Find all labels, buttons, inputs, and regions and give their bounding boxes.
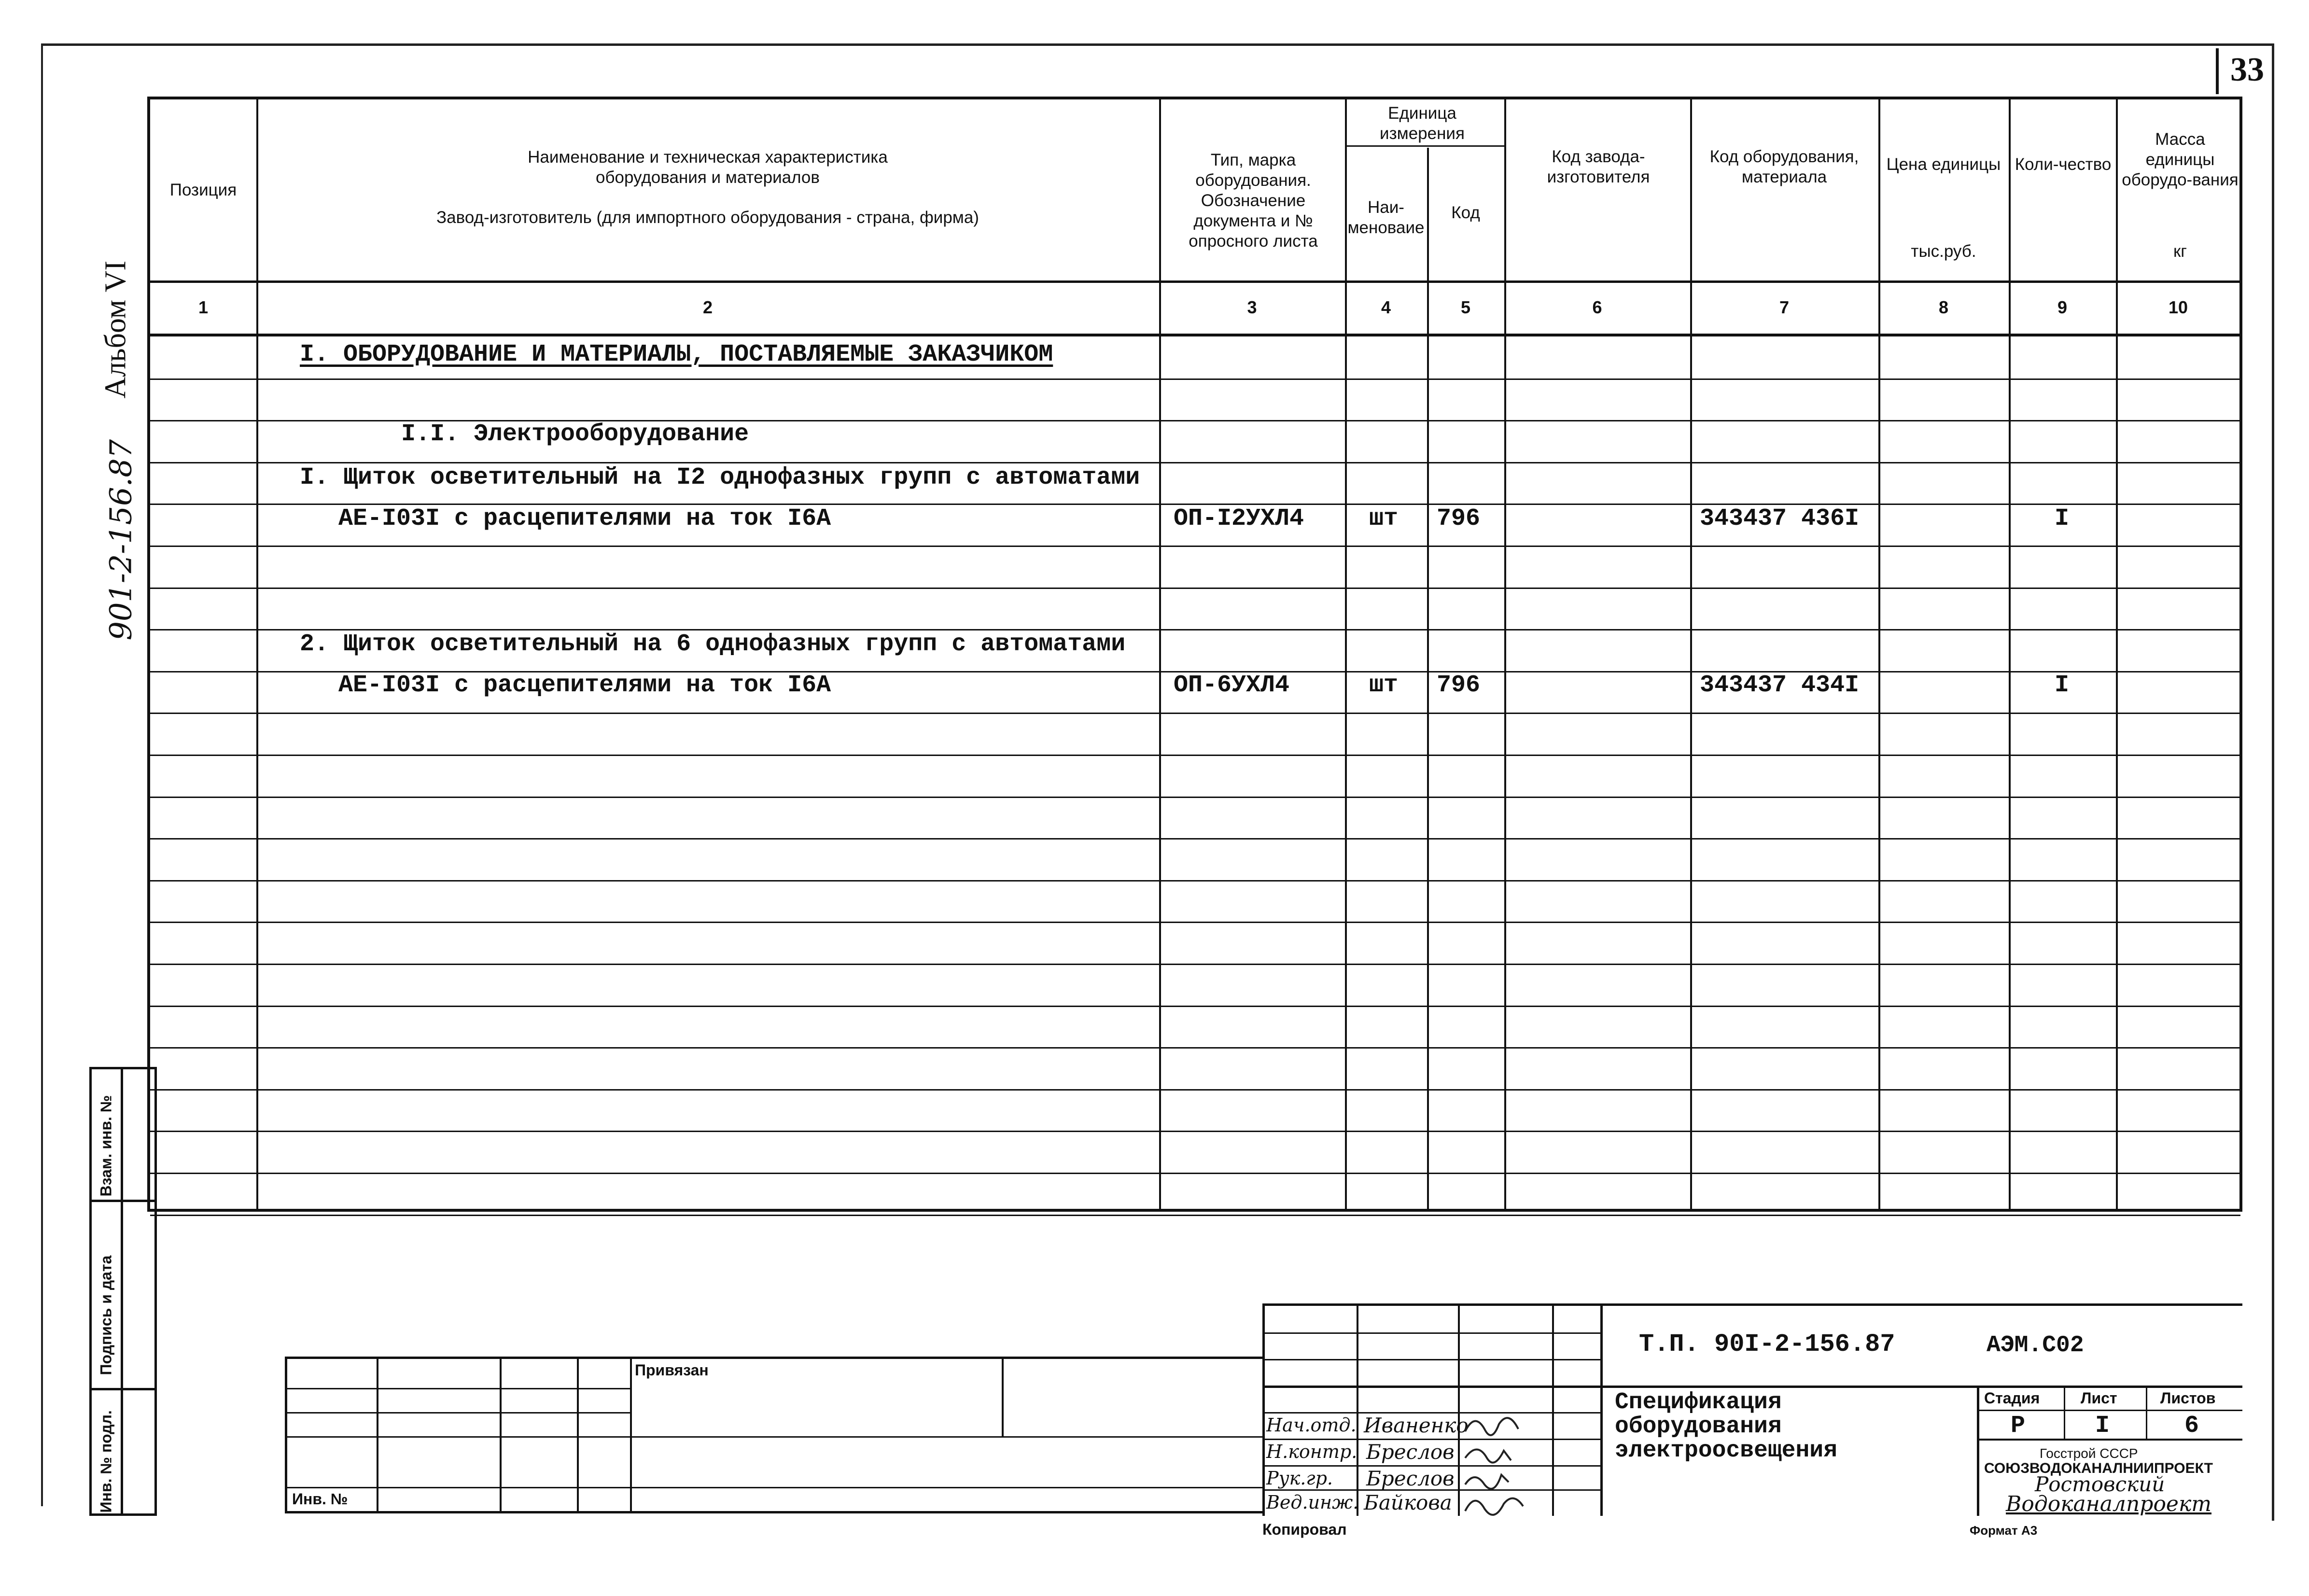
row-separator	[150, 1215, 2240, 1216]
header-price-unit: тыс.руб.	[1911, 242, 1976, 261]
name-lead-engineer: Байкова	[1364, 1491, 1452, 1514]
column-number: 7	[1779, 297, 1790, 317]
stage-value: Р	[2011, 1412, 2026, 1440]
stamp-sign-date: Подпись и дата	[97, 1255, 115, 1375]
col-divider	[2009, 99, 2011, 1210]
item1-material-code: 343437 436I	[1700, 505, 1860, 532]
row-separator	[150, 713, 2240, 714]
row-separator	[150, 880, 2240, 882]
item2-unit: шт	[1369, 672, 1399, 699]
frame-top-line	[41, 43, 2274, 46]
sheets-label: Листов	[2160, 1389, 2216, 1407]
stamp-inv-original: Инв. № подл.	[97, 1410, 115, 1513]
unit-group-line	[1345, 145, 1504, 147]
column-number: 6	[1592, 297, 1602, 317]
header-factory-code: Код завода-изготовителя	[1547, 147, 1650, 186]
row-separator	[150, 1089, 2240, 1091]
header-type: Тип, марка оборудования. Обозначение документа и № опросного листа	[1189, 151, 1318, 251]
item1-description-line2: АЕ-I03I с расцепителями на ток I6А	[338, 505, 831, 532]
column-number: 4	[1381, 297, 1391, 317]
format-label: Формат А3	[1970, 1523, 2038, 1538]
role-lead-engineer: Вед.инж.	[1266, 1492, 1359, 1513]
page-number: 33	[2230, 51, 2264, 88]
row-separator	[150, 838, 2240, 840]
row-separator	[150, 797, 2240, 798]
column-number: 9	[2057, 297, 2068, 317]
item2-description-line2: АЕ-I03I с расцепителями на ток I6А	[338, 672, 831, 699]
col-divider	[1690, 99, 1692, 1210]
stamp-divider	[121, 1069, 123, 1513]
header-quantity: Коли-чество	[2015, 155, 2112, 174]
header-mass: Масса единицы оборудо-вания	[2122, 130, 2239, 189]
column-number: 10	[2168, 297, 2188, 317]
col-divider	[256, 99, 258, 1210]
col-divider	[2116, 99, 2118, 1210]
row-separator	[150, 1173, 2240, 1174]
row-separator	[150, 1131, 2240, 1132]
doc-number-handwritten: 901-2-156.87	[103, 439, 139, 641]
org-line3: Ростовский	[2035, 1472, 2165, 1496]
row-separator	[150, 588, 2240, 589]
header-mass-unit: кг	[2173, 242, 2187, 261]
sheets-value: 6	[2184, 1412, 2199, 1440]
item2-quantity: I	[2055, 672, 2070, 699]
row-separator	[150, 462, 2240, 463]
name-group-lead: Бреслов	[1366, 1467, 1455, 1490]
margin-stamp	[89, 1067, 157, 1516]
role-head-dept: Нач.отд.	[1266, 1414, 1357, 1436]
header-name-line2: оборудования и материалов	[596, 168, 820, 187]
item2-description-line1: 2. Щиток осветительный на 6 однофазных групп с автоматами	[300, 630, 1126, 658]
item1-type: ОП-I2УХЛ4	[1174, 505, 1304, 532]
attachment-grid	[285, 1357, 1265, 1513]
item2-material-code: 343437 434I	[1700, 672, 1860, 699]
sheet-title: Спецификация оборудования электроосвещения	[1615, 1389, 1837, 1464]
stage-label: Стадия	[1984, 1389, 2040, 1407]
header-position: Позиция	[169, 180, 237, 199]
role-group-lead: Рук.гр.	[1266, 1468, 1333, 1489]
item1-quantity: I	[2055, 505, 2070, 532]
stamp-divider	[92, 1200, 154, 1202]
role-norm-control: Н.контр.	[1266, 1441, 1357, 1462]
sheet-label: Лист	[2081, 1389, 2117, 1407]
col-divider	[1878, 99, 1880, 1210]
header-bottom-line	[150, 280, 2240, 283]
column-number: 2	[702, 297, 713, 317]
row-separator	[150, 546, 2240, 547]
attached-label: Привязан	[635, 1361, 709, 1379]
row-separator	[150, 1006, 2240, 1007]
section-heading-text: I. ОБОРУДОВАНИЕ И МАТЕРИАЛЫ, ПОСТАВЛЯЕМЫЕ ЗАКАЗЧИКОМ	[300, 341, 1053, 368]
column-number: 3	[1247, 297, 1257, 317]
org-line1: Госстрой СССР	[2040, 1446, 2138, 1461]
row-separator	[150, 922, 2240, 923]
column-number: 8	[1938, 297, 1949, 317]
album-label: Альбом VI	[99, 260, 132, 399]
item2-type: ОП-6УХЛ4	[1174, 672, 1290, 699]
numbers-bottom-line	[150, 334, 2240, 336]
row-separator	[150, 1047, 2240, 1049]
header-unit-code: Код	[1451, 203, 1480, 222]
name-norm-control: Бреслов	[1366, 1440, 1455, 1464]
signatures	[1460, 1412, 1600, 1516]
org-line4: Водоканалпроект	[2006, 1492, 2211, 1516]
sheet-value: I	[2095, 1412, 2110, 1440]
stamp-inv-ref: Взам. инв. №	[97, 1095, 115, 1197]
org-line2: СОЮЗВОДОКАНАЛНИИПРОЕКТ	[1984, 1460, 2213, 1476]
item1-description-line1: I. Щиток осветительный на I2 однофазных групп с автоматами	[300, 464, 1140, 491]
header-unit-name: Наи-меноваие	[1347, 198, 1425, 237]
section-heading	[300, 341, 1053, 368]
row-separator	[150, 378, 2240, 380]
inv-label: Инв. №	[292, 1490, 348, 1508]
frame-left-line	[41, 43, 43, 1506]
copied-label: Копировал	[1262, 1521, 1347, 1538]
column-number: 5	[1460, 297, 1471, 317]
item1-unit: шт	[1369, 505, 1399, 532]
col-divider	[1504, 99, 1506, 1210]
subsection-heading: I.I. Электрооборудование	[401, 420, 749, 448]
header-price: Цена единицы	[1886, 155, 2001, 174]
title-block	[1262, 1303, 2242, 1516]
project-number: Т.П. 90I-2-156.87	[1639, 1330, 1895, 1358]
document-code: АЭМ.С02	[1987, 1332, 2084, 1358]
header-material-code: Код оборудования, материала	[1709, 147, 1859, 186]
header-unit-group: Единица измерения	[1380, 104, 1465, 143]
row-separator	[150, 964, 2240, 965]
item1-unit-code: 796	[1437, 505, 1481, 532]
name-head-dept: Иваненко	[1364, 1414, 1469, 1437]
col-divider	[1159, 99, 1161, 1210]
frame-right-line	[2272, 43, 2274, 1521]
row-separator	[150, 755, 2240, 756]
specification-table	[147, 97, 2242, 1212]
header-name-line3: Завод-изготовитель (для импортного оборудования - страна, фирма)	[436, 208, 979, 227]
item2-unit-code: 796	[1437, 672, 1481, 699]
col-divider	[1345, 99, 1347, 1210]
header-name-line1: Наименование и техническая характеристика	[528, 148, 888, 167]
column-number: 1	[198, 297, 209, 317]
